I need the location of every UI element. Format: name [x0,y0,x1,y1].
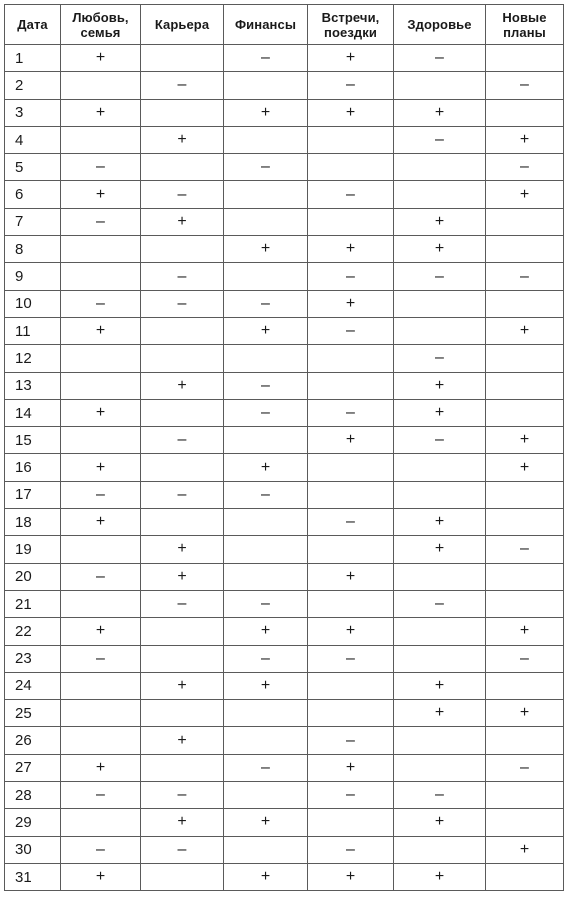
cell-finance: + [224,99,308,126]
cell-new-plans [486,809,564,836]
cell-new-plans [486,509,564,536]
cell-health: – [394,263,486,290]
cell-career [141,618,224,645]
header-career: Карьера [141,5,224,45]
cell-meetings-trips [308,372,394,399]
cell-date: 15 [5,427,61,454]
cell-date: 20 [5,563,61,590]
cell-health: + [394,809,486,836]
cell-finance [224,563,308,590]
cell-health: + [394,509,486,536]
table-row [5,99,564,126]
header-health: Здоровье [394,5,486,45]
cell-new-plans [486,345,564,372]
cell-love-family: – [61,563,141,590]
cell-love-family: – [61,645,141,672]
cell-health [394,290,486,317]
cell-new-plans: + [486,126,564,153]
cell-date: 10 [5,290,61,317]
cell-love-family: – [61,481,141,508]
cell-love-family [61,536,141,563]
cell-finance [224,782,308,809]
cell-love-family: – [61,154,141,181]
cell-new-plans [486,99,564,126]
cell-new-plans [486,727,564,754]
header-row [5,5,564,45]
cell-health [394,563,486,590]
cell-meetings-trips [308,481,394,508]
cell-date: 3 [5,99,61,126]
cell-health [394,454,486,481]
cell-meetings-trips: – [308,836,394,863]
table-row [5,372,564,399]
header-love-family: Любовь, семья [61,5,141,45]
table-row [5,290,564,317]
cell-love-family [61,427,141,454]
cell-meetings-trips [308,154,394,181]
header-new-plans: Новые планы [486,5,564,45]
cell-love-family: + [61,181,141,208]
cell-date: 4 [5,126,61,153]
table-row [5,645,564,672]
cell-meetings-trips: – [308,181,394,208]
cell-new-plans: – [486,263,564,290]
cell-love-family [61,727,141,754]
cell-new-plans [486,481,564,508]
cell-health: – [394,45,486,72]
cell-new-plans [486,782,564,809]
cell-meetings-trips [308,536,394,563]
cell-finance: + [224,809,308,836]
cell-finance [224,727,308,754]
cell-new-plans: – [486,645,564,672]
cell-new-plans [486,208,564,235]
cell-health: + [394,399,486,426]
cell-career: + [141,809,224,836]
cell-finance [224,345,308,372]
cell-career [141,317,224,344]
cell-meetings-trips: – [308,645,394,672]
table-row [5,700,564,727]
cell-new-plans [486,590,564,617]
table-row [5,563,564,590]
cell-career: – [141,263,224,290]
cell-health: + [394,236,486,263]
table-row [5,863,564,890]
cell-love-family [61,672,141,699]
cell-career [141,154,224,181]
table-row [5,45,564,72]
cell-new-plans: – [486,536,564,563]
cell-date: 11 [5,317,61,344]
cell-love-family [61,72,141,99]
cell-date: 16 [5,454,61,481]
cell-health: – [394,590,486,617]
cell-new-plans [486,372,564,399]
cell-meetings-trips: – [308,727,394,754]
cell-health: + [394,863,486,890]
table-row [5,236,564,263]
cell-career [141,700,224,727]
cell-finance [224,427,308,454]
cell-finance [224,836,308,863]
cell-meetings-trips: – [308,782,394,809]
header-finance: Финансы [224,5,308,45]
cell-career [141,454,224,481]
cell-meetings-trips [308,700,394,727]
cell-finance [224,126,308,153]
cell-meetings-trips [308,208,394,235]
cell-love-family: + [61,454,141,481]
cell-love-family: + [61,754,141,781]
table-row [5,181,564,208]
cell-career [141,236,224,263]
cell-health [394,317,486,344]
cell-meetings-trips [308,809,394,836]
cell-meetings-trips [308,672,394,699]
table-row [5,672,564,699]
cell-date: 24 [5,672,61,699]
cell-finance [224,536,308,563]
cell-finance: – [224,154,308,181]
cell-career [141,645,224,672]
cell-health: + [394,372,486,399]
cell-finance [224,700,308,727]
cell-career: + [141,536,224,563]
cell-career: – [141,290,224,317]
cell-new-plans [486,563,564,590]
cell-date: 25 [5,700,61,727]
cell-career [141,99,224,126]
cell-date: 6 [5,181,61,208]
cell-finance: – [224,290,308,317]
cell-love-family [61,236,141,263]
table-row [5,754,564,781]
cell-meetings-trips: – [308,399,394,426]
cell-new-plans [486,399,564,426]
table-row [5,782,564,809]
cell-finance [224,263,308,290]
cell-finance: – [224,481,308,508]
cell-meetings-trips: – [308,317,394,344]
header-date: Дата [5,5,61,45]
cell-health [394,181,486,208]
table-row [5,317,564,344]
cell-new-plans: – [486,154,564,181]
cell-love-family: – [61,836,141,863]
cell-health: + [394,672,486,699]
cell-new-plans: + [486,700,564,727]
cell-finance: – [224,754,308,781]
cell-new-plans [486,672,564,699]
cell-love-family: – [61,782,141,809]
cell-health [394,154,486,181]
cell-love-family: + [61,45,141,72]
cell-health: – [394,782,486,809]
cell-new-plans: + [486,427,564,454]
cell-date: 26 [5,727,61,754]
cell-date: 9 [5,263,61,290]
cell-new-plans: – [486,754,564,781]
cell-meetings-trips [308,126,394,153]
cell-love-family [61,345,141,372]
cell-finance: – [224,399,308,426]
table-row [5,154,564,181]
cell-date: 28 [5,782,61,809]
cell-new-plans [486,45,564,72]
cell-career [141,863,224,890]
cell-career: + [141,672,224,699]
cell-meetings-trips: + [308,863,394,890]
cell-meetings-trips: + [308,563,394,590]
table-row [5,427,564,454]
cell-new-plans: + [486,836,564,863]
table-row [5,509,564,536]
cell-meetings-trips: + [308,236,394,263]
cell-health [394,645,486,672]
cell-health: + [394,536,486,563]
cell-new-plans [486,236,564,263]
cell-finance: + [224,236,308,263]
cell-finance: + [224,672,308,699]
cell-date: 7 [5,208,61,235]
cell-meetings-trips [308,345,394,372]
cell-career: – [141,481,224,508]
cell-career [141,45,224,72]
cell-love-family: – [61,208,141,235]
cell-love-family: + [61,863,141,890]
table-row [5,727,564,754]
cell-new-plans [486,863,564,890]
cell-health: – [394,345,486,372]
cell-love-family: – [61,290,141,317]
cell-career: + [141,126,224,153]
cell-date: 8 [5,236,61,263]
header-meetings-trips: Встречи, поездки [308,5,394,45]
cell-new-plans: – [486,72,564,99]
cell-new-plans: + [486,618,564,645]
cell-career: – [141,590,224,617]
cell-date: 12 [5,345,61,372]
cell-finance [224,509,308,536]
cell-finance: – [224,590,308,617]
cell-career: + [141,563,224,590]
cell-finance: + [224,618,308,645]
cell-career: – [141,782,224,809]
table-row [5,72,564,99]
cell-date: 13 [5,372,61,399]
cell-date: 31 [5,863,61,890]
cell-finance [224,72,308,99]
cell-career [141,345,224,372]
table-row [5,345,564,372]
cell-date: 22 [5,618,61,645]
cell-love-family: + [61,99,141,126]
cell-career [141,754,224,781]
cell-love-family [61,263,141,290]
cell-finance [224,181,308,208]
cell-health: + [394,208,486,235]
cell-meetings-trips: + [308,618,394,645]
cell-date: 2 [5,72,61,99]
cell-love-family [61,372,141,399]
cell-health: + [394,700,486,727]
cell-meetings-trips: + [308,45,394,72]
table-row [5,481,564,508]
cell-health [394,481,486,508]
table-row [5,208,564,235]
cell-new-plans: + [486,181,564,208]
cell-date: 14 [5,399,61,426]
cell-meetings-trips: – [308,72,394,99]
cell-meetings-trips: – [308,263,394,290]
cell-love-family [61,809,141,836]
cell-finance: + [224,863,308,890]
table-body [5,45,564,891]
table-row [5,536,564,563]
cell-date: 21 [5,590,61,617]
cell-meetings-trips: + [308,99,394,126]
cell-career: – [141,836,224,863]
cell-meetings-trips [308,454,394,481]
cell-finance [224,208,308,235]
cell-finance: + [224,454,308,481]
cell-new-plans [486,290,564,317]
cell-meetings-trips: + [308,427,394,454]
table-row [5,454,564,481]
cell-career: – [141,72,224,99]
cell-health [394,72,486,99]
cell-health [394,727,486,754]
cell-finance: – [224,372,308,399]
cell-health: – [394,427,486,454]
cell-date: 1 [5,45,61,72]
cell-career: + [141,372,224,399]
cell-meetings-trips [308,590,394,617]
cell-health: – [394,126,486,153]
cell-date: 19 [5,536,61,563]
cell-date: 27 [5,754,61,781]
cell-finance: – [224,645,308,672]
cell-love-family [61,700,141,727]
cell-love-family [61,126,141,153]
table-row [5,399,564,426]
cell-love-family: + [61,317,141,344]
cell-date: 18 [5,509,61,536]
table-row [5,126,564,153]
table-row [5,836,564,863]
table-row [5,809,564,836]
cell-career [141,509,224,536]
table-row [5,590,564,617]
cell-meetings-trips: – [308,509,394,536]
cell-health [394,836,486,863]
cell-date: 17 [5,481,61,508]
cell-date: 30 [5,836,61,863]
cell-career: + [141,727,224,754]
cell-health: + [394,99,486,126]
cell-date: 5 [5,154,61,181]
table-row [5,618,564,645]
calendar-table [4,4,564,891]
cell-love-family: + [61,618,141,645]
cell-love-family: + [61,399,141,426]
cell-new-plans: + [486,317,564,344]
cell-career: – [141,427,224,454]
cell-health [394,618,486,645]
calendar-table-container [4,4,563,891]
cell-date: 23 [5,645,61,672]
table-row [5,263,564,290]
cell-date: 29 [5,809,61,836]
cell-new-plans: + [486,454,564,481]
cell-career: + [141,208,224,235]
cell-career: – [141,181,224,208]
cell-meetings-trips: + [308,290,394,317]
cell-love-family [61,590,141,617]
cell-finance: + [224,317,308,344]
cell-career [141,399,224,426]
cell-meetings-trips: + [308,754,394,781]
cell-love-family: + [61,509,141,536]
cell-health [394,754,486,781]
cell-finance: – [224,45,308,72]
